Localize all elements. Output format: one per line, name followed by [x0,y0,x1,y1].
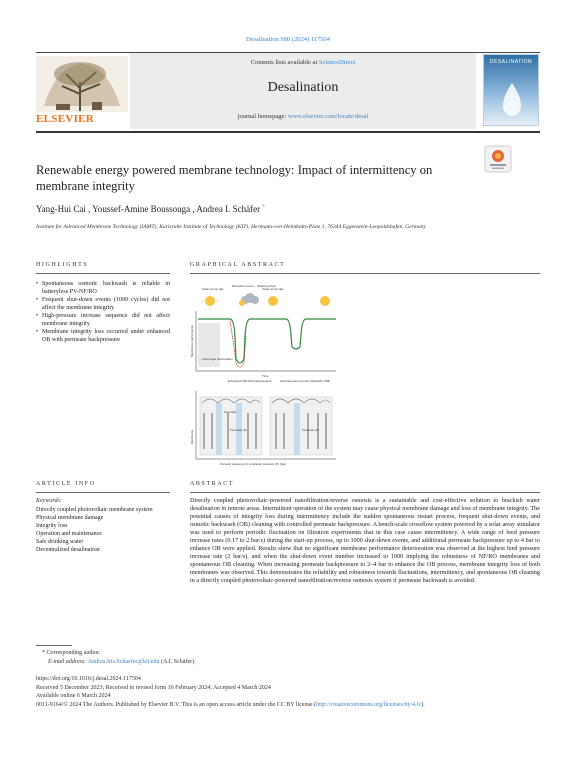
ga-label-enhanced-ob: Enhanced OB with backpressure [228,379,272,383]
email-link[interactable]: Andrea.Iris.Schaefer@kit.edu [87,659,160,665]
keyword-item: Safe drinking water [36,539,84,545]
cover-title: DESALINATION [489,59,533,65]
ga-sun-icon [268,296,278,306]
corresponding-author-mark[interactable]: * [262,205,265,210]
highlights-list [36,280,170,344]
email-label: E-mail address: [48,659,88,665]
highlight-item: • Frequent shut-down events (1000 cycles) did not affect the membrane integrity [36,296,170,312]
sciencedirect-link[interactable]: ScienceDirect [318,59,356,66]
ga-label-active-layer: Active layer deterioration [202,357,233,361]
ga-sun-icon [320,296,330,306]
ga-label-clear-sunny: Clear sunny day [202,287,224,291]
authors-text: Yang-Hui Cai , Youssef-Amine Boussouga , Andrea I. Schäfer [36,204,261,214]
affiliation: Institute for Advanced Membrane Technology (IAMT), Karlsruhe Institute of Technology (KIT), Hermann-von-Helmholtz-Platz 1, 76344 Eggenstein-Leopoldshafen, Germany [36,224,426,230]
graphical-abstract-figure [190,279,340,469]
ga-cloud-icon [239,293,259,306]
keyword-item: Integrity loss [36,523,68,529]
abstract-heading: ABSTRACT [190,481,235,487]
elsevier-wordmark: ELSEVIER [36,113,95,125]
keyword-item: Operation and maintenance [36,531,102,537]
homepage-prefix: journal homepage: [237,113,288,120]
license-line [36,702,546,708]
check-for-updates-badge[interactable] [484,145,512,173]
ga-label-feed-side: Feed side [224,410,237,414]
corresponding-author-note: * Corresponding author. [42,650,101,656]
keyword-item: Directly coupled photovoltaic membrane system [36,507,153,513]
received-dates: Received 5 December 2023; Received in revised form 16 February 2024; Accepted 4 March 2024 [36,685,271,691]
ga-label-permeate-right: Permeate (P) [302,428,319,432]
keyword-item: Physical membrane damage [36,515,104,521]
ga-label-permeate: Permeate (P) [230,428,247,432]
ga-label-disruption: Disruption event – Passing cloud [232,284,276,288]
graphical-abstract-heading: GRAPHICAL ABSTRACT [190,262,286,268]
journal-masthead [130,53,476,129]
ga-xlabel-bottom: Osmotic pressure (π) Hydraulic pressure (P) (bar) [220,462,287,466]
available-online: Available online 6 March 2024 [36,693,111,699]
footnote-rule [36,645,72,646]
ga-label-clear-sunny: Clear sunny day [262,287,284,291]
email-line [48,659,196,665]
doi-link[interactable]: https://doi.org/10.1016/j.desal.2024.117504 [36,676,141,682]
homepage-link[interactable]: www.elsevier.com/locate/desal [287,113,369,120]
journal-name: Desalination [267,80,339,95]
ga-membrane-right [270,397,332,455]
journal-cover-image [483,54,539,126]
journal-homepage [130,113,476,120]
highlights-rule [36,273,170,274]
article-info-heading: ARTICLE INFO [36,481,96,487]
ga-label-time: Time [262,374,269,378]
license-prefix: 0011-9164/© 2024 The Authors. Published by Elsevier B.V. This is an open access article under the CC BY license ( [36,702,317,708]
contents-line [130,59,476,66]
ga-ylabel-top: Membrane performance [190,324,194,357]
abstract-rule [190,492,540,493]
masthead-bottom-rule [36,131,540,133]
ga-membrane-left [200,397,262,455]
abstract-text: Directly coupled photovoltaic-powered nanofiltration/reverse osmosis is a sustainable and cost-effective solution to brackish water desalination in remote areas. Intermittent operation of the system may cause physical membrane damage and loss of membrane integrity. The potential causes of integrity loss during intermittency include the sudden spontaneous restart process, frequent shut-down events, and osmotic backwash (OB) cleaning with controlled permeate backpressure. A bench-scale crossflow system powered by a solar array simulator was used to perform periodic fluctuation on filtration experiments that in this case cause intermittency. A wide range of feed pressure increase rates (0.17 to 2 bar/s) during the start-up process, up to 1000 shut-down events, and additional permeate backpressure up to 4 bar to enhance OB were applied. Results show that no significant membrane performance deterioration was observed at the highest feed pressure increase rate (2 bar/s), and when the shut-down event number increased to 1000 implying the robustness of NF/RO membranes and spontaneous OB cleaning. When increasing permeate backpressure to 2–4 bar to enhance the OB process, membrane integrity loss of both membranes was observed. This demonstrates the reliability and robustness towards fluctuations, intermittency, and spontaneous OB cleaning in a directly coupled photovoltaic-powered nanofiltration/reverse osmosis system if permeate backwash is avoided. [190,497,540,584]
ga-ylabel-bottom: Membrane [190,429,194,444]
check-for-updates-icon [484,145,512,173]
journal-reference[interactable]: Desalination 580 (2024) 117504 [245,36,331,43]
ga-label-spontaneous-ob: Spontaneous osmotic backwash (OB) [280,379,331,383]
keywords-label: Keywords: [36,498,62,504]
author-list [36,204,516,214]
contents-prefix: Contents lists available at [250,59,319,66]
water-drop-icon [498,81,526,119]
article-title: Renewable energy powered membrane technology: Impact of intermittency on membrane integrity [36,163,433,193]
highlight-item: • Membrane integrity loss occurred under enhanced OB with permeate backpressure [36,328,170,344]
keyword-item: Decentralized desalination [36,547,100,553]
ga-sun-icon [202,293,218,309]
article-info-rule [36,492,170,493]
license-suffix: ). [421,702,425,708]
highlights-heading: HIGHLIGHTS [36,262,89,268]
keywords-list [36,506,170,554]
license-link[interactable]: http://creativecommons.org/licenses/by/4.0/ [316,702,422,708]
email-suffix: (A.I. Schäfer). [159,659,196,665]
highlight-item: • Spontaneous osmotic backwash is reliable in batteryless PV-NF/RO [36,280,170,296]
highlight-item: • High-pressure increase sequence did not affect membrane integrity [36,312,170,328]
graphical-abstract-rule [190,273,540,274]
